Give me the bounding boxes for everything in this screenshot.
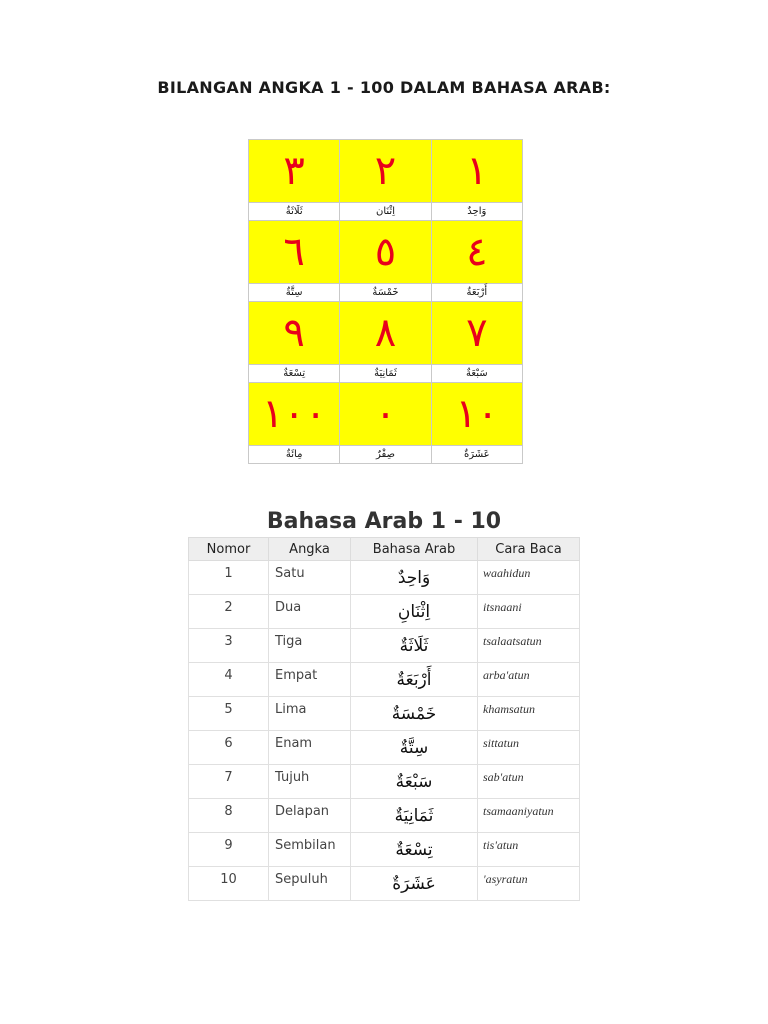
cell-arab: تِسْعَةٌ xyxy=(351,833,478,867)
cell-angka: Tujuh xyxy=(269,765,351,799)
cell-arab: وَاحِدٌ xyxy=(351,561,478,595)
cell-baca: 'asyratun xyxy=(478,867,580,901)
number-table xyxy=(188,537,580,901)
numeral-digit: ٩ xyxy=(249,302,340,365)
numeral-digit: ٦ xyxy=(249,221,340,284)
cell-nomor: 1 xyxy=(189,561,269,595)
cell-nomor: 6 xyxy=(189,731,269,765)
cell-arab: سِتَّةٌ xyxy=(351,731,478,765)
numeral-word: صِفْرٌ xyxy=(340,446,431,464)
numeral-grid-digit-row xyxy=(249,140,523,203)
numeral-grid-digit-row xyxy=(249,221,523,284)
numeral-digit: ٥ xyxy=(340,221,431,284)
cell-angka: Empat xyxy=(269,663,351,697)
cell-angka: Lima xyxy=(269,697,351,731)
cell-baca: tis'atun xyxy=(478,833,580,867)
cell-angka: Dua xyxy=(269,595,351,629)
numeral-digit: ١ xyxy=(431,140,522,203)
numeral-word: وَاحِدٌ xyxy=(431,203,522,221)
numeral-digit: ٢ xyxy=(340,140,431,203)
cell-nomor: 9 xyxy=(189,833,269,867)
table-row xyxy=(189,629,580,663)
numeral-word: أَرْبَعَةٌ xyxy=(431,284,522,302)
table-body xyxy=(189,561,580,901)
cell-angka: Delapan xyxy=(269,799,351,833)
numeral-word: ثَمَانِيَةٌ xyxy=(340,365,431,383)
numeral-word: عَشَرَةٌ xyxy=(431,446,522,464)
numeral-digit: ١٠٠ xyxy=(249,383,340,446)
cell-nomor: 7 xyxy=(189,765,269,799)
numeral-digit: ٨ xyxy=(340,302,431,365)
numeral-word: خَمْسَةٌ xyxy=(340,284,431,302)
cell-baca: sab'atun xyxy=(478,765,580,799)
cell-angka: Satu xyxy=(269,561,351,595)
table-header-row xyxy=(189,538,580,561)
cell-baca: tsamaaniyatun xyxy=(478,799,580,833)
table-row xyxy=(189,833,580,867)
header-cara-baca: Cara Baca xyxy=(478,538,580,561)
header-nomor: Nomor xyxy=(189,538,269,561)
table-row xyxy=(189,697,580,731)
cell-baca: arba'atun xyxy=(478,663,580,697)
cell-arab: اِثْنَانِ xyxy=(351,595,478,629)
numeral-digit: ٧ xyxy=(431,302,522,365)
cell-nomor: 4 xyxy=(189,663,269,697)
numeral-grid-word-row xyxy=(249,284,523,302)
numeral-word: سَبْعَةٌ xyxy=(431,365,522,383)
table-row xyxy=(189,799,580,833)
cell-nomor: 5 xyxy=(189,697,269,731)
cell-baca: tsalaatsatun xyxy=(478,629,580,663)
cell-baca: waahidun xyxy=(478,561,580,595)
table-row xyxy=(189,663,580,697)
cell-arab: ثَلَاثَةٌ xyxy=(351,629,478,663)
numeral-word: تِسْعَةٌ xyxy=(249,365,340,383)
numeral-word: اِثْنَان xyxy=(340,203,431,221)
cell-arab: ثَمَانِيَةٌ xyxy=(351,799,478,833)
numeral-grid-word-row xyxy=(249,446,523,464)
numeral-digit: ٤ xyxy=(431,221,522,284)
numeral-grid xyxy=(248,139,523,464)
numeral-grid-word-row xyxy=(249,365,523,383)
table-row xyxy=(189,765,580,799)
page-title: BILANGAN ANGKA 1 - 100 DALAM BAHASA ARAB: xyxy=(157,78,611,97)
table-title: Bahasa Arab 1 - 10 xyxy=(266,509,502,534)
table-row xyxy=(189,561,580,595)
cell-angka: Tiga xyxy=(269,629,351,663)
numeral-digit: ٠ xyxy=(340,383,431,446)
table-row xyxy=(189,867,580,901)
table-row xyxy=(189,731,580,765)
cell-nomor: 8 xyxy=(189,799,269,833)
numeral-grid-digit-row xyxy=(249,383,523,446)
cell-nomor: 3 xyxy=(189,629,269,663)
cell-nomor: 10 xyxy=(189,867,269,901)
cell-arab: سَبْعَةٌ xyxy=(351,765,478,799)
numeral-grid-digit-row xyxy=(249,302,523,365)
cell-nomor: 2 xyxy=(189,595,269,629)
cell-baca: khamsatun xyxy=(478,697,580,731)
cell-arab: خَمْسَةٌ xyxy=(351,697,478,731)
cell-baca: sittatun xyxy=(478,731,580,765)
numeral-digit: ٣ xyxy=(249,140,340,203)
numeral-digit: ١٠ xyxy=(431,383,522,446)
cell-arab: عَشَرَةٌ xyxy=(351,867,478,901)
header-bahasa-arab: Bahasa Arab xyxy=(351,538,478,561)
cell-baca: itsnaani xyxy=(478,595,580,629)
table-row xyxy=(189,595,580,629)
cell-arab: أَرْبَعَةٌ xyxy=(351,663,478,697)
header-angka: Angka xyxy=(269,538,351,561)
numeral-grid-word-row xyxy=(249,203,523,221)
numeral-word: سِتَّةٌ xyxy=(249,284,340,302)
numeral-word: ثَلَاثَةٌ xyxy=(249,203,340,221)
numeral-word: مِائَةٌ xyxy=(249,446,340,464)
cell-angka: Enam xyxy=(269,731,351,765)
cell-angka: Sepuluh xyxy=(269,867,351,901)
cell-angka: Sembilan xyxy=(269,833,351,867)
